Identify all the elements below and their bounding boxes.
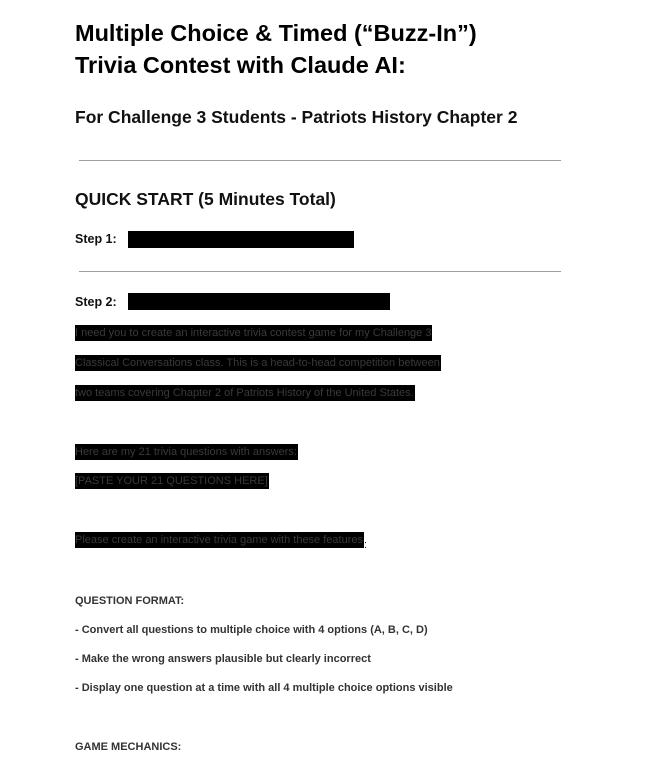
question-format-item-2: - Make the wrong answers plausible but clearly incorrect	[75, 653, 371, 665]
title-line-1: Multiple Choice & Timed (“Buzz-In”)	[75, 20, 477, 46]
prompt-line-2: Classical Conversations class. This is a head-to-head competition between	[75, 357, 440, 369]
game-mechanics-heading: GAME MECHANICS:	[75, 741, 182, 753]
step1-label: Step 1:	[75, 232, 117, 246]
paste-placeholder: [PASTE YOUR 21 QUESTIONS HERE]	[75, 475, 268, 487]
question-format-heading: QUESTION FORMAT:	[75, 595, 185, 607]
step1-redaction	[128, 231, 354, 248]
divider-1	[79, 160, 561, 161]
features-intro-line	[75, 532, 367, 553]
step2-label: Step 2:	[75, 295, 117, 309]
prompt-line-1: I need you to create an interactive trivia contest game for my Challenge 3	[75, 327, 432, 339]
prompt-line-3: two teams covering Chapter 2 of Patriots History of the United States.	[75, 387, 414, 399]
question-format-item-3: - Display one question at a time with all 4 multiple choice options visible	[75, 682, 453, 694]
document-subtitle: For Challenge 3 Students - Patriots History Chapter 2	[75, 107, 518, 127]
step2-redaction	[128, 293, 390, 310]
questions-intro: Here are my 21 trivia questions with answers:	[75, 446, 297, 458]
title-line-2: Trivia Contest with Claude AI:	[75, 52, 406, 78]
features-intro: Please create an interactive trivia game with these features	[75, 534, 363, 546]
document-title	[75, 17, 595, 81]
quick-start-heading: QUICK START (5 Minutes Total)	[75, 189, 336, 209]
features-intro-colon: :	[363, 539, 368, 551]
divider-2	[79, 271, 561, 272]
question-format-item-1: - Convert all questions to multiple choice with 4 options (A, B, C, D)	[75, 624, 428, 636]
